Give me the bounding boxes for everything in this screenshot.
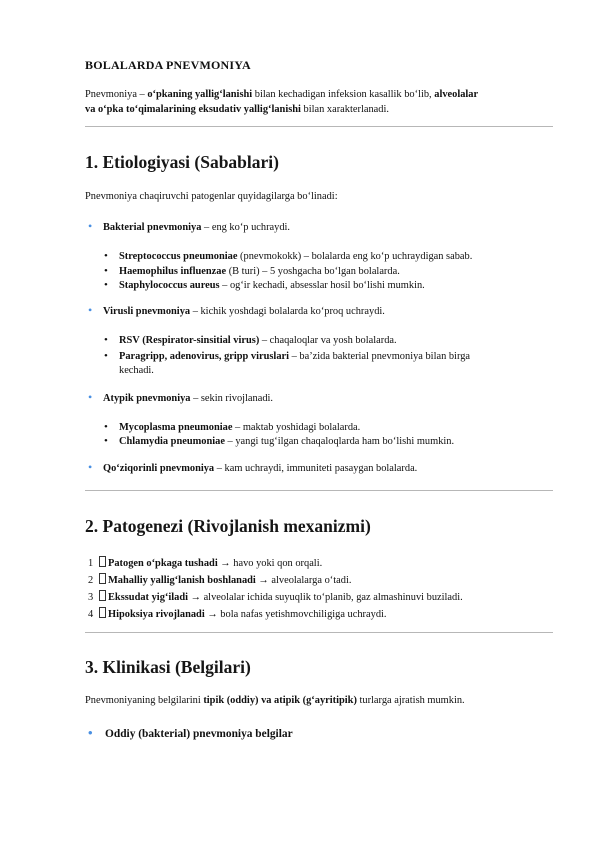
section-heading-clinical: 3. Klinikasi (Belgilari) [85,657,251,677]
page-title: BOLALARDA PNEVMONIYA [85,58,251,72]
list-item: • Staphylococcus aureus – og‘ir kechadi, absesslar hosil bo‘lishi mumkin. [104,279,425,291]
section-heading-etiology: 1. Etiologiyasi (Sabablari) [85,152,279,172]
empty-box-icon [99,590,106,601]
blue-bullet-icon: • [88,219,93,233]
list-item: • Chlamydia pneumoniae – yangi tug‘ilgan chaqaloqlarda ham bo‘lishi mumkin. [104,435,455,447]
list-item: • RSV (Respirator-sinsitial virus) – chaqaloqlar va yosh bolalarda. [104,334,397,346]
black-bullet-icon: • [104,265,108,277]
empty-box-icon [99,573,106,584]
empty-box-icon [99,607,106,618]
section-intro: Pnevmoniya chaqiruvchi patogenlar quyidagilarga bo‘linadi: [85,191,338,202]
black-bullet-icon: • [104,435,108,447]
list-item: • Paragripp, adenovirus, gripp viruslari – ba’zida bakterial pnevmoniya bilan birga kechadi. [104,350,471,376]
list-item: • Streptococcus pneumoniae (pnevmokokk) – bolalarda eng ko‘p uchraydigan sabab. [104,250,473,262]
list-item: • Qo‘ziqorinli pnevmoniya – kam uchraydi, immuniteti pasaygan bolalarda. [88,460,418,474]
numbered-item: 2 Mahalliy yallig‘lanish boshlanadi → alveolalarga o‘tadi. [88,575,352,586]
blue-bullet-icon: • [88,725,93,740]
blue-bullet-icon: • [88,390,93,404]
section-intro: Pnevmoniyaning belgilarini tipik (oddiy) va atipik (g‘ayritipik) turlarga ajratish mumkin. [85,695,465,706]
divider [85,126,553,127]
list-item: • Virusli pnevmoniya – kichik yoshdagi bolalarda ko‘proq uchraydi. [88,303,385,317]
black-bullet-icon: • [104,250,108,262]
list-item: • Haemophilus influenzae (B turi) – 5 yoshgacha bo‘lgan bolalarda. [104,265,400,277]
numbered-item: 1 Patogen o‘pkaga tushadi → havo yoki qon orqali. [88,558,323,569]
section-heading-pathogenesis: 2. Patogenezi (Rivojlanish mexanizmi) [85,516,371,536]
list-item: • Atypik pnevmoniya – sekin rivojlanadi. [88,390,274,404]
subsection-heading: • Oddiy (bakterial) pnevmoniya belgilar [88,725,293,740]
list-item: • Mycoplasma pneumoniae – maktab yoshidagi bolalarda. [104,421,361,433]
blue-bullet-icon: • [88,303,93,317]
black-bullet-icon: • [104,421,108,433]
divider [85,490,553,491]
numbered-item: 3 Ekssudat yig‘iladi → alveolalar ichida suyuqlik to‘planib, gaz almashinuvi buziladi. [88,592,463,603]
empty-box-icon [99,556,106,567]
black-bullet-icon: • [104,350,108,362]
list-item: • Bakterial pnevmoniya – eng ko‘p uchraydi. [88,219,291,233]
intro-paragraph: Pnevmoniya – o‘pkaning yallig‘lanishi bilan kechadigan infeksion kasallik bo‘lib, alveolalar va o‘pka to‘qimalarining eksudativ yallig‘lanishi bilan xarakterlanadi. [85,89,479,115]
blue-bullet-icon: • [88,460,93,474]
divider [85,632,553,633]
black-bullet-icon: • [104,334,108,346]
numbered-item: 4 Hipoksiya rivojlanadi → bola nafas yetishmovchiligiga uchraydi. [88,609,387,620]
black-bullet-icon: • [104,279,108,291]
